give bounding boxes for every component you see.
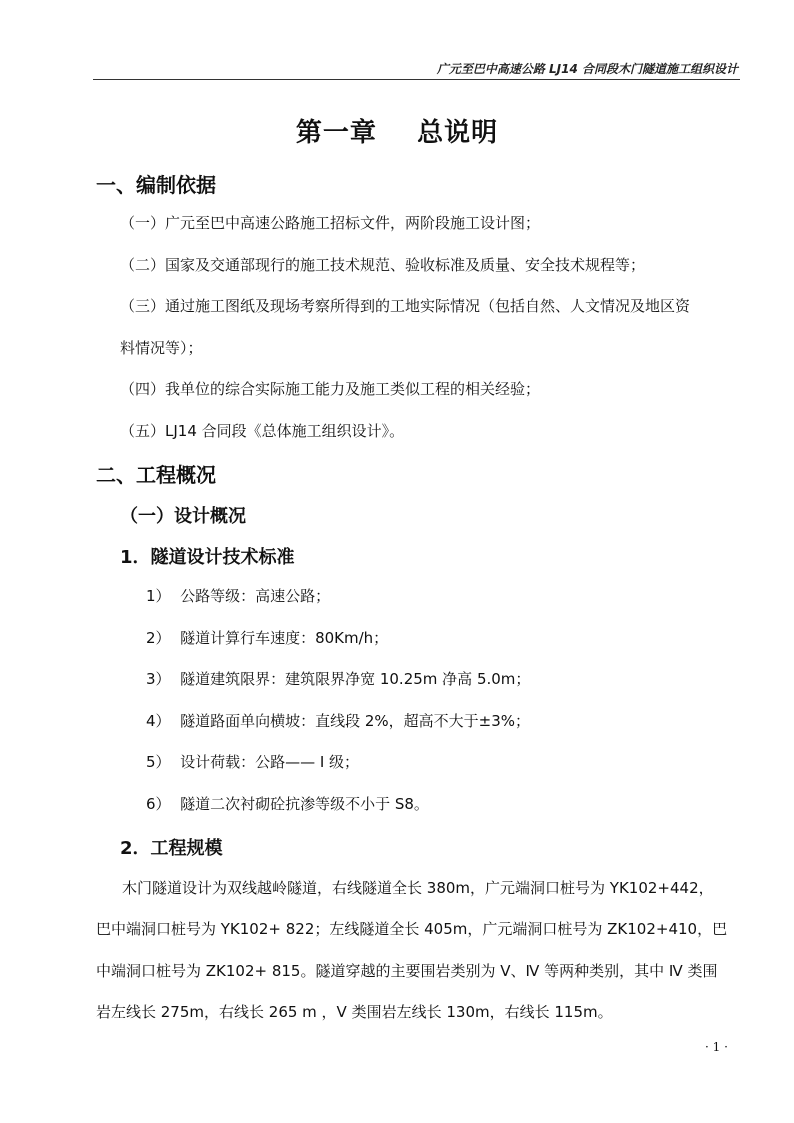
scale-line-2: 巴中端洞口桩号为 YK102+ 822；左线隧道全长 405m，广元端洞口桩号为 ZK102+410，巴 [96,920,728,938]
header-divider [93,79,740,80]
section-heading-overview: 二、工程概况 [96,463,216,487]
basis-item-4: （四）我单位的综合实际施工能力及施工类似工程的相关经验； [120,380,541,398]
basis-item-3: （三）通过施工图纸及现场考察所得到的工地实际情况（包括自然、人文情况及地区资 [120,297,691,315]
subsection-heading-design: （一）设计概况 [120,506,246,527]
tech-item-3: 3） 隧道建筑限界：建筑限界净宽 10.25m 净高 5.0m； [146,670,531,688]
basis-item-1: （一）广元至巴中高速公路施工招标文件，两阶段施工设计图； [120,214,541,232]
scale-line-3: 中端洞口桩号为 ZK102+ 815。隧道穿越的主要围岩类别为 V、Ⅳ 等两种类别，其中 Ⅳ 类围 [96,962,718,980]
scale-line-4: 岩左线长 275m，右线长 265 m ，V 类围岩左线长 130m，右线长 115m。 [96,1003,613,1021]
running-header: 广元至巴中高速公路 LJ14 合同段木门隧道施工组织设计 [436,62,738,76]
tech-item-5: 5） 设计荷载：公路—— I 级； [146,753,360,771]
basis-item-2: （二）国家及交通部现行的施工技术规范、验收标准及质量、安全技术规程等； [120,256,646,274]
tech-item-6: 6） 隧道二次衬砌砼抗渗等级不小于 S8。 [146,795,429,813]
chapter-title: 第一章 总说明 [295,118,499,148]
subsection-heading-tech-standards: 1．隧道设计技术标准 [120,547,295,568]
section-heading-basis: 一、编制依据 [96,173,216,197]
basis-item-3-continued: 料情况等）； [120,339,203,357]
subsection-heading-scale: 2．工程规模 [120,838,223,859]
tech-item-4: 4） 隧道路面单向横坡：直线段 2%，超高不大于±3%； [146,712,531,730]
tech-item-1: 1） 公路等级：高速公路； [146,587,331,605]
basis-item-5: （五）LJ14 合同段《总体施工组织设计》。 [120,422,405,440]
page-number: · 1 · [705,1040,728,1054]
scale-line-1: 木门隧道设计为双线越岭隧道，右线隧道全长 380m，广元端洞口桩号为 YK102+442， [122,879,714,897]
tech-item-2: 2） 隧道计算行车速度：80Km/h； [146,629,389,647]
